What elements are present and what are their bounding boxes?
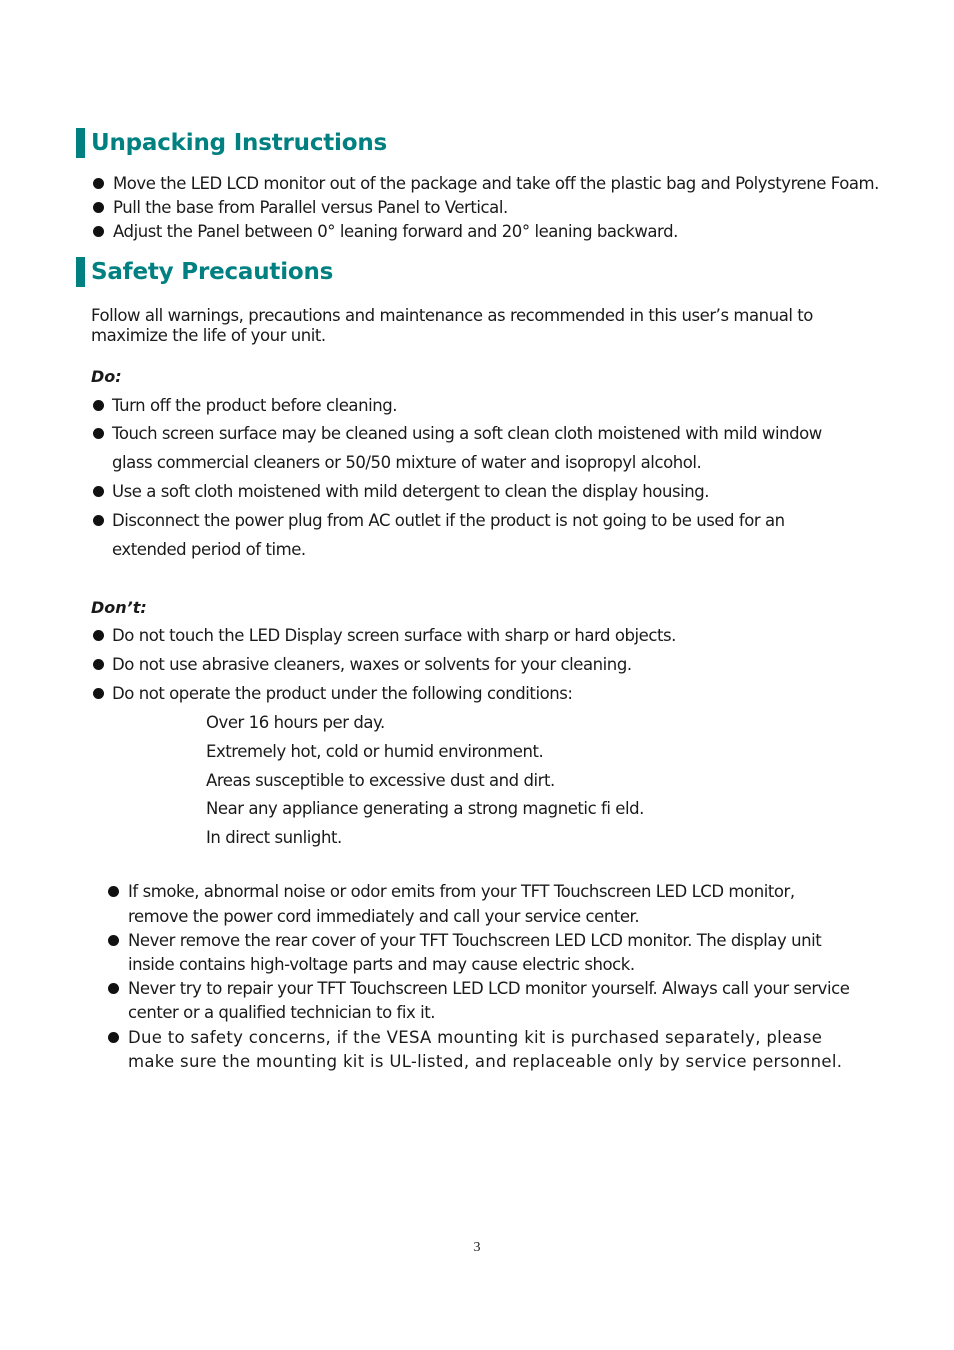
bullet-icon <box>93 486 104 497</box>
dont-item: Do not operate the product under the following conditions: <box>112 684 573 703</box>
warning-item: If smoke, abnormal noise or odor emits from your TFT Touchscreen LED LCD monitor, <box>128 882 795 901</box>
bullet-icon <box>93 226 104 237</box>
heading-accent-bar <box>76 128 85 158</box>
warning-item-continuation: center or a qualified technician to fix it. <box>128 1003 436 1022</box>
dont-item: Do not use abrasive cleaners, waxes or solvents for your cleaning. <box>112 655 632 674</box>
safety-intro-line: maximize the life of your unit. <box>91 326 326 345</box>
do-label: Do: <box>91 367 122 386</box>
condition-item: Over 16 hours per day. <box>206 713 385 732</box>
unpacking-item: Adjust the Panel between 0° leaning forward and 20° leaning backward. <box>113 222 678 241</box>
condition-item: In direct sunlight. <box>206 828 342 847</box>
condition-item: Extremely hot, cold or humid environment. <box>206 742 544 761</box>
do-item: Turn off the product before cleaning. <box>112 396 398 415</box>
warning-item-continuation: inside contains high-voltage parts and may cause electric shock. <box>128 955 635 974</box>
bullet-icon <box>93 428 104 439</box>
unpacking-item: Move the LED LCD monitor out of the package and take off the plastic bag and Polystyrene Foam. <box>113 174 879 193</box>
do-item: Disconnect the power plug from AC outlet if the product is not going to be used for an <box>112 511 785 530</box>
dont-label: Don’t: <box>91 598 147 617</box>
bullet-icon <box>93 400 104 411</box>
bullet-icon <box>93 688 104 699</box>
safety-title: Safety Precautions <box>91 259 334 285</box>
unpacking-item: Pull the base from Parallel versus Panel to Vertical. <box>113 198 508 217</box>
bullet-icon <box>93 515 104 526</box>
warning-item: Never remove the rear cover of your TFT Touchscreen LED LCD monitor. The display unit <box>128 931 822 950</box>
warning-item: Due to safety concerns, if the VESA mounting kit is purchased separately, please <box>128 1028 823 1047</box>
do-item-continuation: glass commercial cleaners or 50/50 mixture of water and isopropyl alcohol. <box>112 453 702 472</box>
unpacking-heading <box>76 128 387 158</box>
dont-item: Do not touch the LED Display screen surface with sharp or hard objects. <box>112 626 676 645</box>
condition-item: Near any appliance generating a strong magnetic fi eld. <box>206 799 644 818</box>
safety-heading <box>76 257 333 287</box>
bullet-icon <box>108 886 119 897</box>
safety-intro-line: Follow all warnings, precautions and maintenance as recommended in this user’s manual to <box>91 306 813 325</box>
page-number: 3 <box>473 1240 481 1255</box>
bullet-icon <box>93 178 104 189</box>
bullet-icon <box>108 983 119 994</box>
bullet-icon <box>93 630 104 641</box>
bullet-icon <box>93 659 104 670</box>
heading-accent-bar <box>76 257 85 287</box>
bullet-icon <box>108 1032 119 1043</box>
do-item-continuation: extended period of time. <box>112 540 306 559</box>
bullet-icon <box>93 202 104 213</box>
warning-item-continuation: make sure the mounting kit is UL-listed, and replaceable only by service personnel. <box>128 1052 843 1071</box>
warning-item-continuation: remove the power cord immediately and call your service center. <box>128 907 640 926</box>
do-item: Use a soft cloth moistened with mild detergent to clean the display housing. <box>112 482 710 501</box>
condition-item: Areas susceptible to excessive dust and dirt. <box>206 771 555 790</box>
warning-item: Never try to repair your TFT Touchscreen LED LCD monitor yourself. Always call your service <box>128 979 850 998</box>
unpacking-title: Unpacking Instructions <box>91 130 388 156</box>
do-item: Touch screen surface may be cleaned using a soft clean cloth moistened with mild window <box>112 424 822 443</box>
bullet-icon <box>108 935 119 946</box>
